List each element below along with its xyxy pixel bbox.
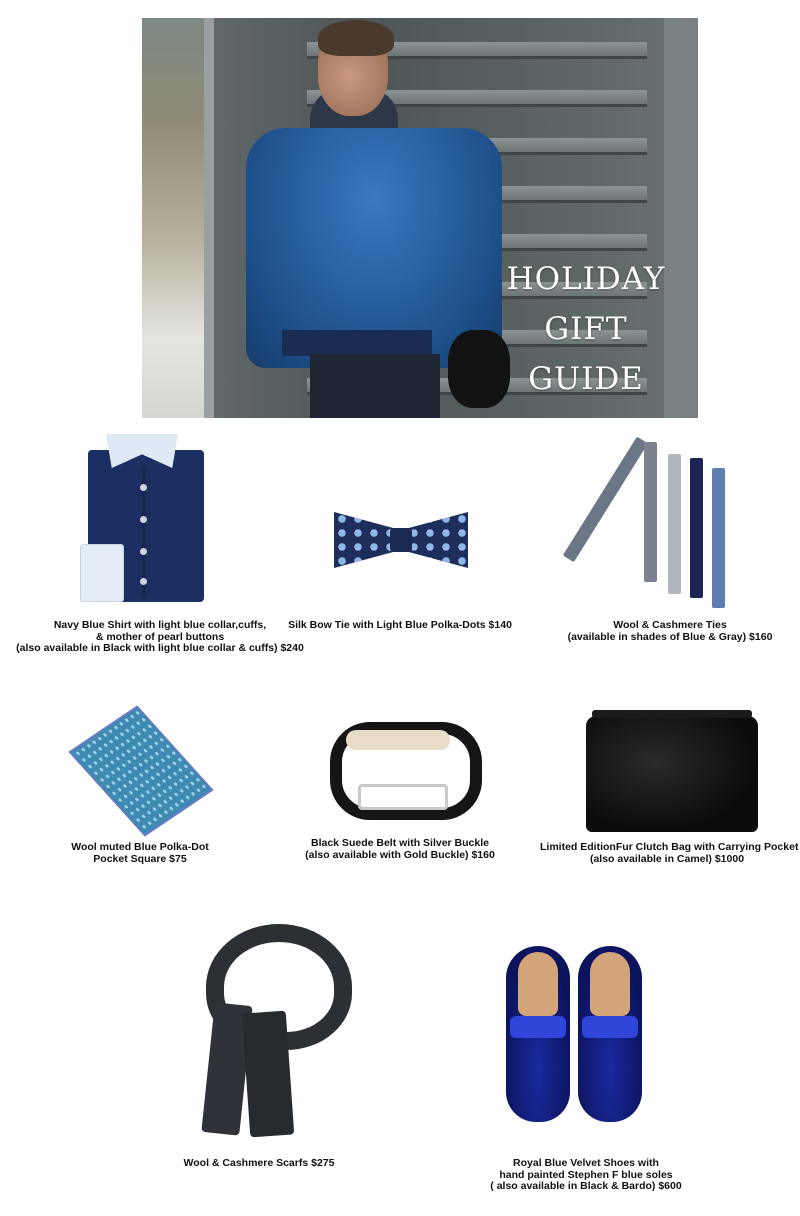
scarf-icon[interactable]	[186, 924, 336, 1138]
bow-tie-icon[interactable]	[334, 512, 468, 568]
hero-image	[142, 18, 698, 418]
caption-line: (available in shades of Blue & Gray) $160	[567, 630, 773, 643]
caption-line: Pocket Square $75	[93, 852, 187, 865]
shoes-icon[interactable]	[504, 946, 648, 1124]
product-caption-ties	[540, 620, 800, 643]
belt-icon[interactable]	[328, 718, 472, 814]
caption-line: Silk Bow Tie with Light Blue Polka-Dots $140	[288, 619, 512, 631]
tie-icon[interactable]	[596, 436, 736, 606]
clutch-bag-icon[interactable]	[586, 708, 760, 832]
caption-line: (also available in Camel) $1000	[589, 852, 745, 865]
caption-line: ( also available in Black & Bardo) $600	[490, 1180, 682, 1192]
hero-title-line: GIFT	[544, 311, 628, 347]
caption-line: (also available in Black with light blue collar & cuffs) $240	[16, 642, 304, 654]
product-caption-shoes	[456, 1158, 716, 1193]
product-caption-scarf	[144, 1158, 374, 1170]
product-caption-bow-tie	[270, 620, 530, 632]
caption-line: Limited EditionFur Clutch Bag with Carrying Pocket	[540, 841, 799, 853]
caption-line: Wool muted Blue Polka-Dot	[71, 841, 209, 853]
caption-line: Black Suede Belt with Silver Buckle	[311, 837, 489, 849]
caption-line: & mother of pearl buttons	[95, 630, 225, 643]
caption-line: Wool & Cashmere Ties	[613, 619, 727, 631]
hero-title-line: HOLIDAY	[506, 261, 666, 297]
shirt-icon[interactable]	[80, 432, 210, 604]
caption-line: Navy Blue Shirt with light blue collar,cuffs,	[53, 619, 267, 631]
caption-line: Wool & Cashmere Scarfs $275	[183, 1157, 335, 1169]
product-caption-shirt	[10, 620, 310, 655]
hero-title	[476, 254, 696, 404]
hero-title-line: GUIDE	[528, 361, 644, 397]
product-caption-pocket-square	[40, 842, 240, 865]
caption-line: Royal Blue Velvet Shoes with	[513, 1157, 659, 1169]
caption-line: hand painted Stephen F blue soles	[499, 1168, 673, 1181]
pocket-square-icon[interactable]	[66, 722, 216, 822]
caption-line: (also available with Gold Buckle) $160	[305, 848, 495, 861]
product-caption-clutch	[540, 841, 799, 865]
product-caption-belt	[290, 838, 510, 861]
